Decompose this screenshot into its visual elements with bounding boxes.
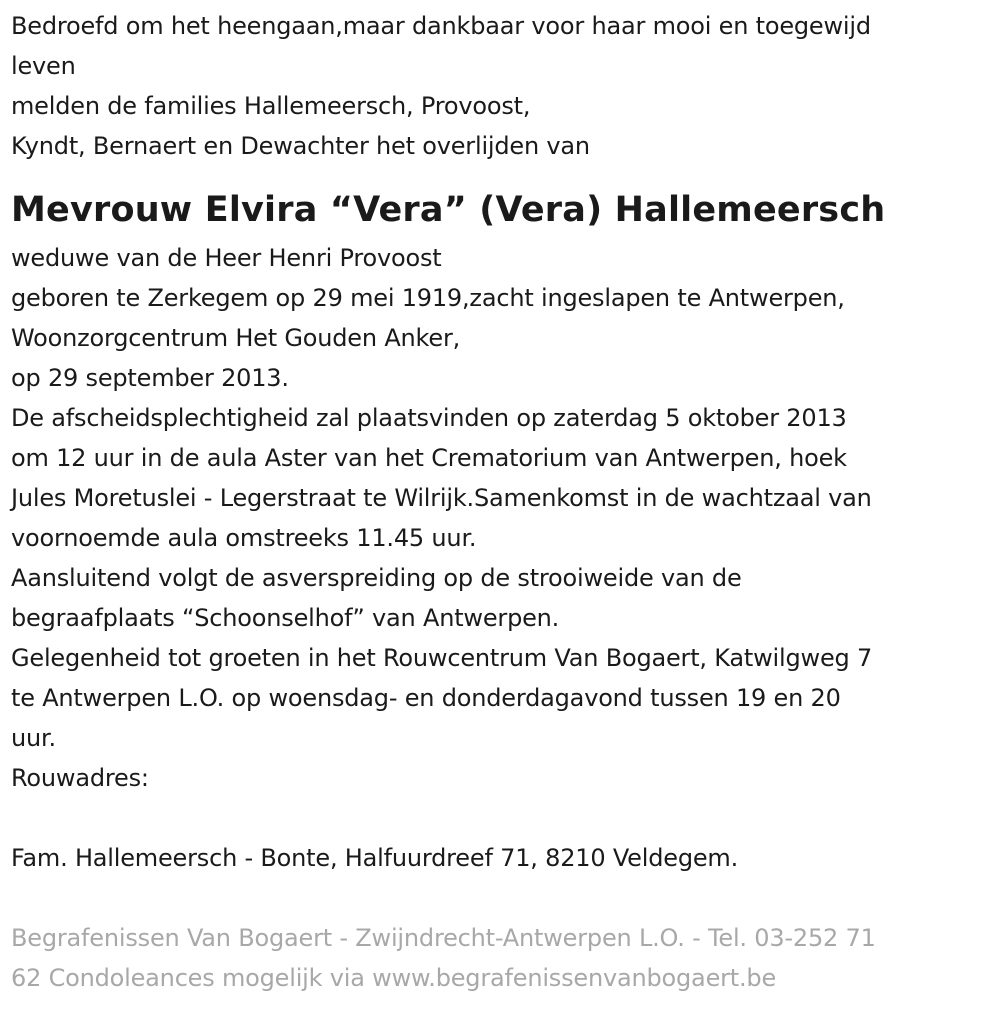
- details-section: [11, 238, 996, 798]
- details-line: Gelegenheid tot groeten in het Rouwcentrum Van Bogaert, Katwilgweg 7: [11, 644, 873, 672]
- details-line: weduwe van de Heer Henri Provoost: [11, 244, 442, 272]
- intro-line: Bedroefd om het heengaan,maar dankbaar voor haar mooi en toegewijd: [11, 12, 871, 40]
- intro-line: Kyndt, Bernaert en Dewachter het overlijden van: [11, 132, 590, 160]
- intro-section: [11, 6, 996, 166]
- details-line: om 12 uur in de aula Aster van het Crematorium van Antwerpen, hoek: [11, 444, 847, 472]
- mourning-address-label: Rouwadres:: [11, 764, 149, 792]
- details-line: Woonzorgcentrum Het Gouden Anker,: [11, 324, 461, 352]
- details-line: Aansluitend volgt de asverspreiding op de strooiweide van de: [11, 564, 742, 592]
- footer-line: Begrafenissen Van Bogaert - Zwijndrecht-Antwerpen L.O. - Tel. 03-252 71: [11, 924, 876, 952]
- spacer: [11, 798, 996, 838]
- details-line: De afscheidsplechtigheid zal plaatsvinden op zaterdag 5 oktober 2013: [11, 404, 847, 432]
- mourning-address: Fam. Hallemeersch - Bonte, Halfuurdreef 71, 8210 Veldegem.: [11, 844, 739, 872]
- details-line: Jules Moretuslei - Legerstraat te Wilrijk.Samenkomst in de wachtzaal van: [11, 484, 872, 512]
- details-line: op 29 september 2013.: [11, 364, 289, 392]
- details-line: begraafplaats “Schoonselhof” van Antwerpen.: [11, 604, 560, 632]
- details-line: geboren te Zerkegem op 29 mei 1919,zacht ingeslapen te Antwerpen,: [11, 284, 845, 312]
- deceased-name-heading: Mevrouw Elvira “Vera” (Vera) Hallemeersch: [11, 190, 886, 230]
- details-line: te Antwerpen L.O. op woensdag- en donderdagavond tussen 19 en 20: [11, 684, 841, 712]
- intro-line: melden de families Hallemeersch, Provoost,: [11, 92, 531, 120]
- details-line: uur.: [11, 724, 56, 752]
- footer-line: 62 Condoleances mogelijk via www.begrafenissenvanbogaert.be: [11, 964, 777, 992]
- obituary-notice: [11, 0, 996, 998]
- details-line: voornoemde aula omstreeks 11.45 uur.: [11, 524, 477, 552]
- intro-line: leven: [11, 52, 76, 80]
- funeral-home-footer: [11, 918, 996, 998]
